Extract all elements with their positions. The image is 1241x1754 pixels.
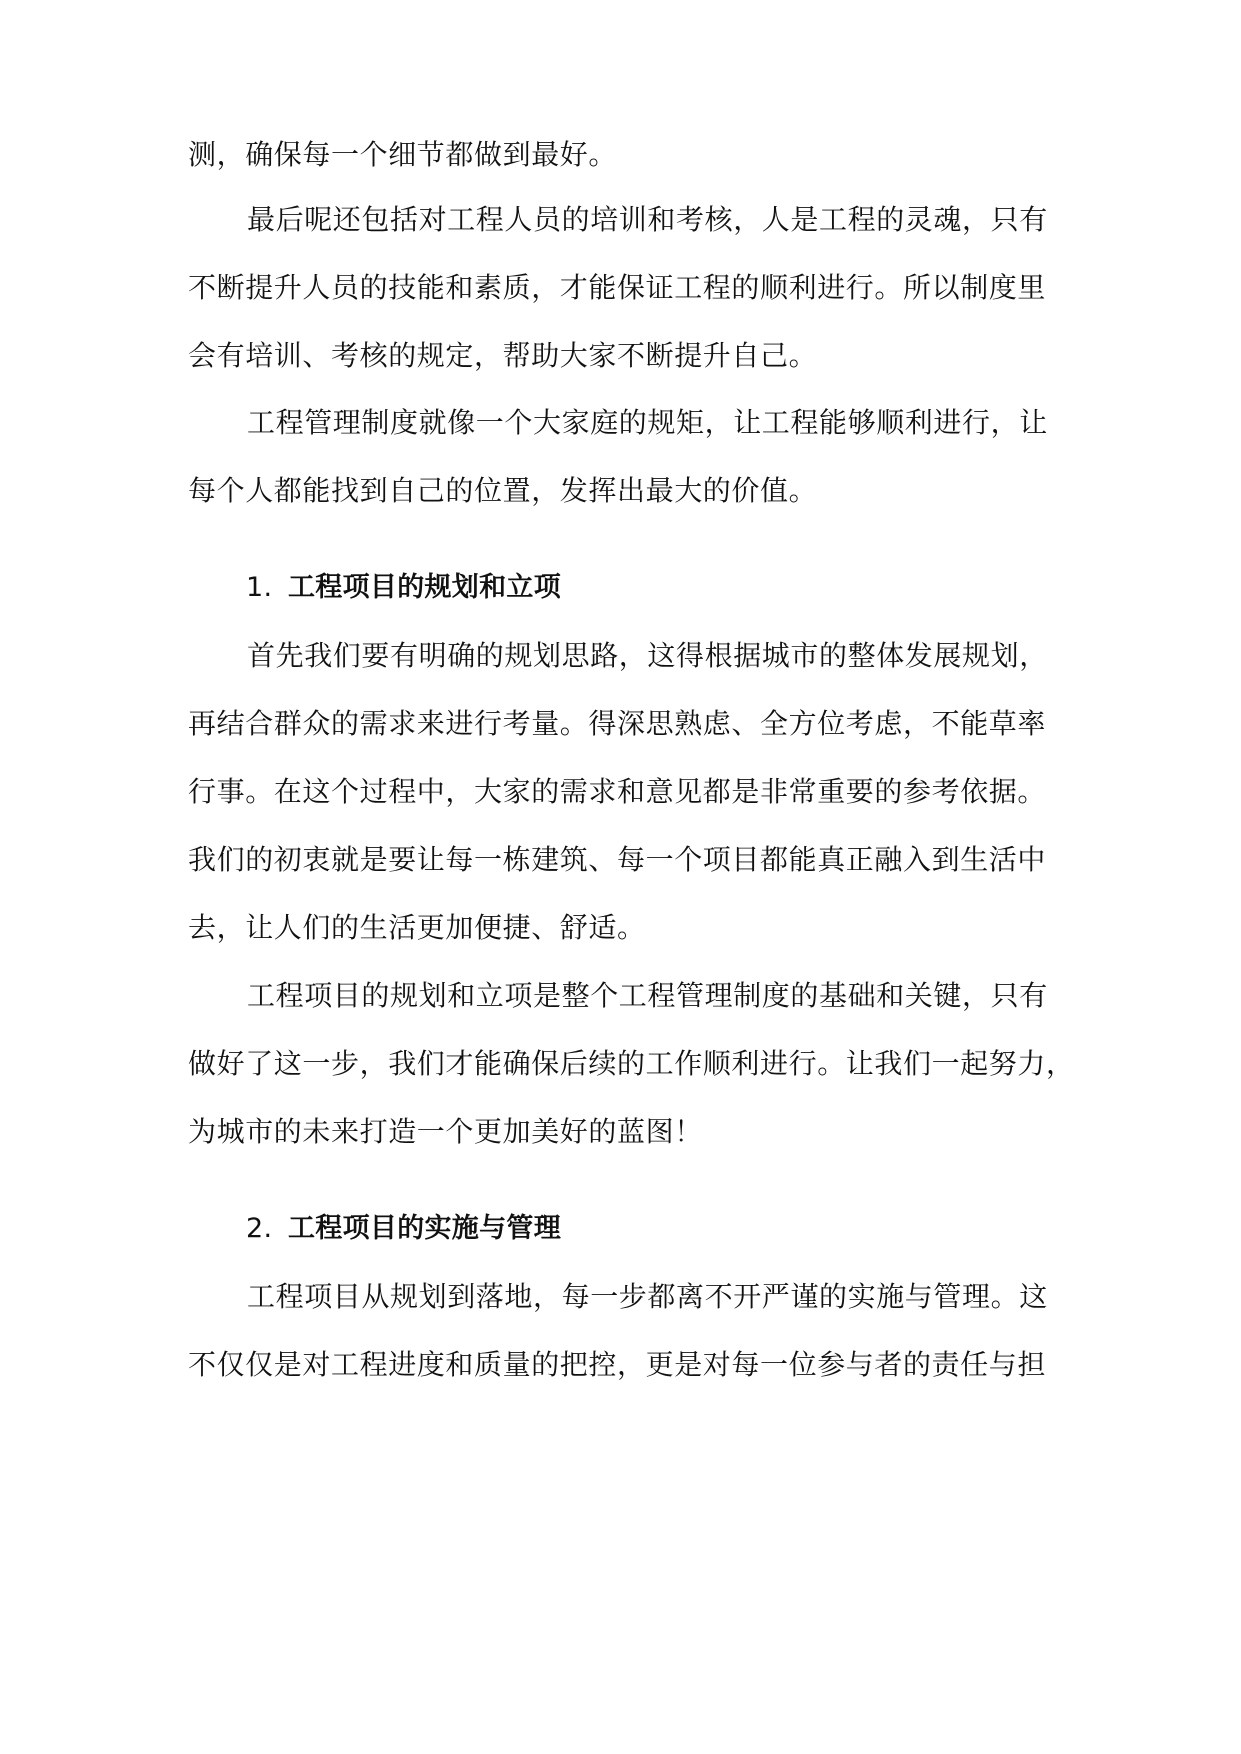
paragraph-line: 做好了这一步，我们才能确保后续的工作顺利进行。让我们一起努力， [188,1047,1075,1080]
paragraph-line: 不仅仅是对工程进度和质量的把控，更是对每一位参与者的责任与担 [188,1348,1047,1381]
paragraph-line: 会有培训、考核的规定，帮助大家不断提升自己。 [188,339,818,372]
paragraph-line: 为城市的未来打造一个更加美好的蓝图！ [188,1115,703,1148]
paragraph-line: 测，确保每一个细节都做到最好。 [188,138,618,171]
paragraph-line: 再结合群众的需求来进行考量。得深思熟虑、全方位考虑，不能草率 [188,707,1047,740]
paragraph-line: 去，让人们的生活更加便捷、舒适。 [188,911,646,944]
paragraph-line: 工程管理制度就像一个大家庭的规矩，让工程能够顺利进行，让 [247,406,1048,439]
paragraph-line: 我们的初衷就是要让每一栋建筑、每一个项目都能真正融入到生活中 [188,843,1047,876]
paragraph-line: 每个人都能找到自己的位置，发挥出最大的价值。 [188,474,818,507]
paragraph-line: 工程项目的规划和立项是整个工程管理制度的基础和关键，只有 [247,979,1048,1012]
heading-number: 2. [246,1213,273,1244]
paragraph-line: 工程项目从规划到落地，每一步都离不开严谨的实施与管理。这 [247,1280,1048,1313]
paragraph-line: 行事。在这个过程中，大家的需求和意见都是非常重要的参考依据。 [188,775,1047,808]
section-heading [246,1209,1126,1249]
heading-title: 工程项目的实施与管理 [288,1213,561,1244]
paragraph-line: 首先我们要有明确的规划思路，这得根据城市的整体发展规划， [247,639,1048,672]
heading-title: 工程项目的规划和立项 [288,572,561,603]
paragraph-line: 最后呢还包括对工程人员的培训和考核，人是工程的灵魂，只有 [247,203,1048,236]
section-heading [246,568,1126,608]
heading-number: 1. [246,572,273,603]
paragraph-line: 不断提升人员的技能和素质，才能保证工程的顺利进行。所以制度里 [188,271,1047,304]
